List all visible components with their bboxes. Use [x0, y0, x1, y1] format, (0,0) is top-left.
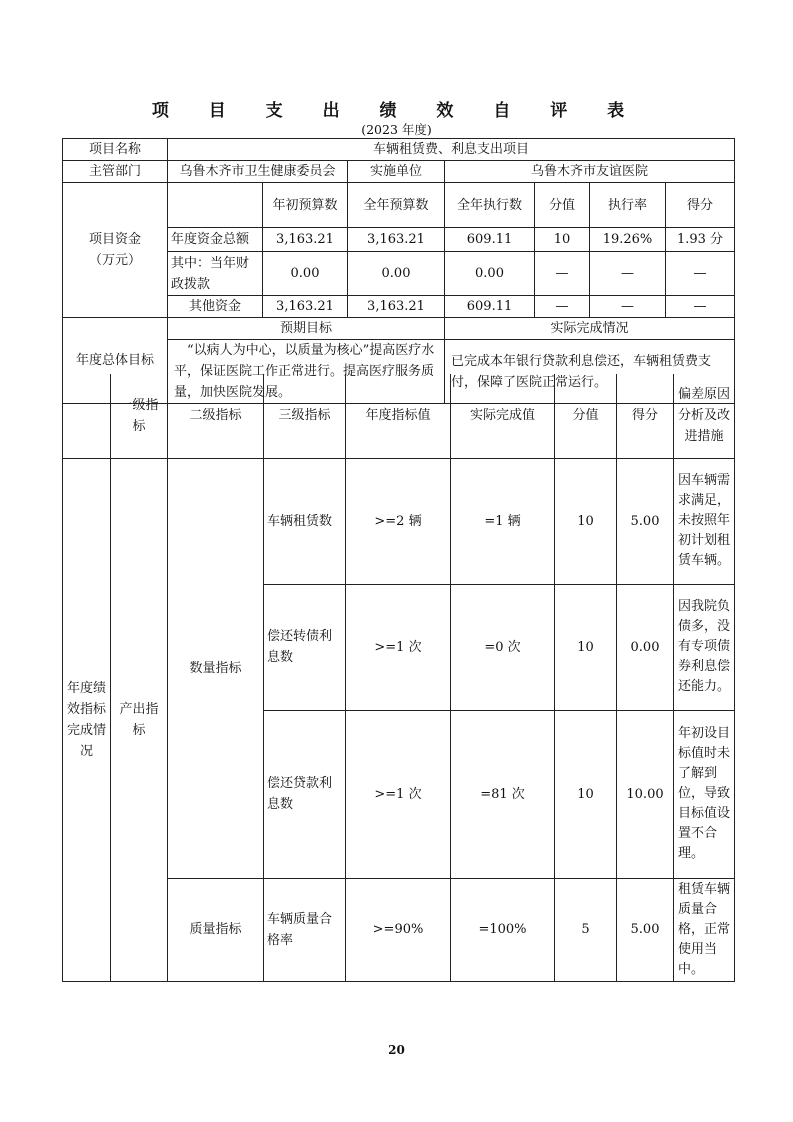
- actual-value: =1 辆: [451, 458, 555, 584]
- funds-cell: 3,163.21: [348, 296, 445, 318]
- score-value: 10: [555, 458, 617, 584]
- deviation-reason: 因我院负债多，没有专项债券利息偿还能力。: [674, 584, 735, 710]
- funds-cell: —: [590, 296, 666, 318]
- level1-label: 产出指标: [111, 458, 168, 981]
- ind-header: 实际完成值: [451, 374, 555, 458]
- funds-cell: 0.00: [445, 252, 535, 296]
- actual-value: =81 次: [451, 710, 555, 878]
- funds-header: 得分: [666, 183, 735, 228]
- funds-cell: —: [590, 252, 666, 296]
- score: 5.00: [617, 878, 674, 981]
- expected-goal-text: “以病人为中心，以质量为核心”提高医疗水平，保证医院工作正常进行。提高医疗服务质量，加快医院发展。: [168, 340, 445, 404]
- project-info-table: [62, 138, 735, 404]
- funds-cell: 3,163.21: [263, 296, 348, 318]
- impl-value: 乌鲁木齐市友谊医院: [445, 161, 735, 183]
- funds-header: 年初预算数: [263, 183, 348, 228]
- year-subtitle: (2023 年度): [361, 122, 432, 137]
- funds-header: 全年执行数: [445, 183, 535, 228]
- score: 0.00: [617, 584, 674, 710]
- page-title: 项 目 支 出 绩 效 自 评 表: [151, 101, 642, 121]
- funds-cell: 19.26%: [590, 228, 666, 252]
- score-value: 5: [555, 878, 617, 981]
- score: 10.00: [617, 710, 674, 878]
- level3-label: 偿还贷款利息数: [264, 710, 346, 878]
- section-label: 年度绩效指标完成情况: [63, 458, 111, 981]
- funds-cell: 0.00: [263, 252, 348, 296]
- target-value: >=2 辆: [346, 458, 451, 584]
- score-value: 10: [555, 584, 617, 710]
- funds-cell: —: [666, 296, 735, 318]
- ind-header: 一级指标: [111, 374, 168, 458]
- funds-cell: 609.11: [445, 228, 535, 252]
- ind-header: 得分: [617, 374, 674, 458]
- ind-header: 年度指标值: [346, 374, 451, 458]
- section-corner: [63, 374, 111, 458]
- funds-header: 分值: [535, 183, 590, 228]
- deviation-reason: 因车辆需求满足，未按照年初计划租赁车辆。: [674, 458, 735, 584]
- level3-label: 车辆租赁数: [264, 458, 346, 584]
- level2-label: 质量指标: [168, 878, 264, 981]
- actual-value: =0 次: [451, 584, 555, 710]
- target-value: >=1 次: [346, 710, 451, 878]
- funds-cell: 609.11: [445, 296, 535, 318]
- ind-header: 偏差原因分析及改进措施: [674, 374, 735, 458]
- actual-value: =100%: [451, 878, 555, 981]
- funds-corner: [168, 183, 263, 228]
- funds-cell: 0.00: [348, 252, 445, 296]
- goals-label: 年度总体目标: [63, 318, 168, 404]
- funds-cell: —: [666, 252, 735, 296]
- funds-header: 全年预算数: [348, 183, 445, 228]
- ind-header: 二级指标: [168, 374, 264, 458]
- project-name-value: 车辆租赁费、利息支出项目: [168, 139, 735, 161]
- score: 5.00: [617, 458, 674, 584]
- dept-label: 主管部门: [63, 161, 168, 183]
- funds-row-label: 其他资金: [168, 296, 263, 318]
- funds-cell: 1.93 分: [666, 228, 735, 252]
- deviation-reason: 年初设目标值时未了解到位，导致目标值设置不合理。: [674, 710, 735, 878]
- dept-value: 乌鲁木齐市卫生健康委员会: [168, 161, 348, 183]
- target-value: >=90%: [346, 878, 451, 981]
- funds-label: 项目资金 （万元）: [63, 183, 168, 318]
- target-value: >=1 次: [346, 584, 451, 710]
- actual-result-text: 已完成本年银行贷款利息偿还，车辆租赁费支付，保障了医院正常运行。: [445, 340, 735, 404]
- project-name-label: 项目名称: [63, 139, 168, 161]
- funds-cell: —: [535, 252, 590, 296]
- ind-header: 三级指标: [264, 374, 346, 458]
- deviation-reason: 租赁车辆质量合格，正常使用当中。: [674, 878, 735, 981]
- funds-header: 执行率: [590, 183, 666, 228]
- indicators-table: [62, 374, 735, 982]
- actual-result-header: 实际完成情况: [445, 318, 735, 340]
- page-number: 20: [388, 1043, 405, 1057]
- level2-label: 数量指标: [168, 458, 264, 878]
- level3-label: 车辆质量合格率: [264, 878, 346, 981]
- score-value: 10: [555, 710, 617, 878]
- funds-row-label: 年度资金总额: [168, 228, 263, 252]
- impl-label: 实施单位: [348, 161, 445, 183]
- funds-cell: —: [535, 296, 590, 318]
- funds-cell: 3,163.21: [263, 228, 348, 252]
- level3-label: 偿还转债利息数: [264, 584, 346, 710]
- funds-row-label: 其中：当年财政拨款: [168, 252, 263, 296]
- expected-goal-header: 预期目标: [168, 318, 445, 340]
- funds-cell: 10: [535, 228, 590, 252]
- funds-cell: 3,163.21: [348, 228, 445, 252]
- ind-header: 分值: [555, 374, 617, 458]
